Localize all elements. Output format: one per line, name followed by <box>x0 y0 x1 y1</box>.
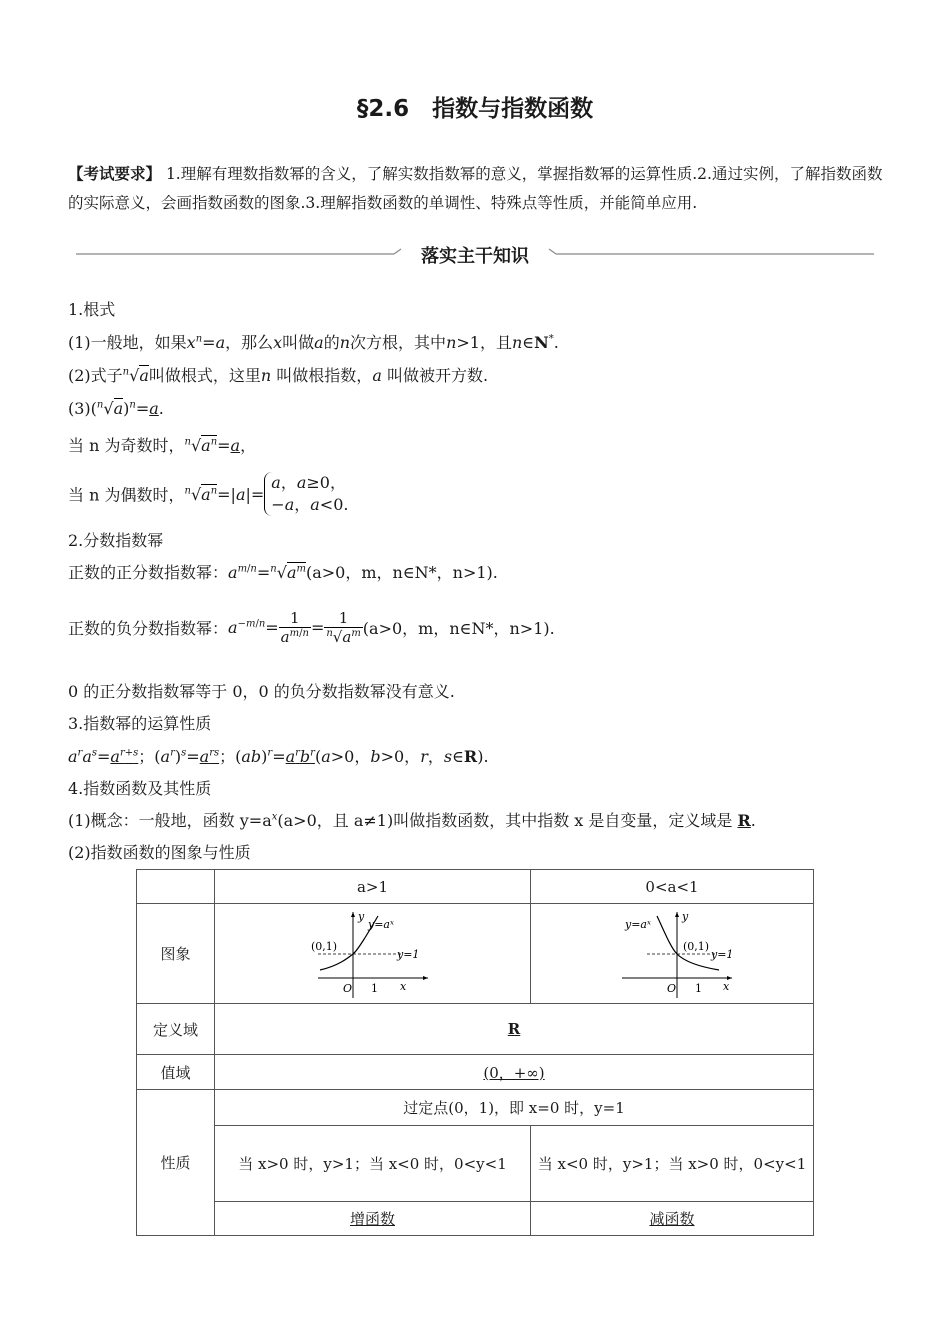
exam-requirements <box>68 160 888 218</box>
graph-increasing-cell <box>215 904 531 1004</box>
y1-label: y=1 <box>396 947 419 961</box>
power-rules: $a^ra^s=a^{r+s}$；$(a^r)^s=a^{rs}$；$(ab)^r=a^rb^r(a>0$，b>0，r，s∈R). <box>68 747 489 766</box>
tick-1-label: 1 <box>370 981 378 995</box>
requirements-text: 1.理解有理数指数幂的含义，了解实数指数幂的意义，掌握指数幂的运算性质.2.通过实例，了解指数函数的实际意义，会画指数函数的图象.3.理解指数函数的单调性、特殊点等性质，并能简单应用. <box>68 165 883 212</box>
function-label: y=aˣ <box>625 917 651 931</box>
graph-properties-heading: (2)指数函数的图象与性质 <box>68 843 251 862</box>
negative-fraction-power: 正数的负分数指数幂：$a^{-m/n}=$ $\frac{1}{a^{m/n}}$ = $\frac{1}{^n√a^m}$ (a>0，m，n∈N*，n>1). <box>68 609 555 646</box>
y-axis-label: y <box>682 909 689 923</box>
heading-power-rules: 3.指数幂的运算性质 <box>68 714 212 733</box>
tick-1-label: 1 <box>695 981 702 995</box>
graph-increasing <box>308 908 438 1000</box>
exponential-properties-table <box>136 869 814 1236</box>
origin-label: O <box>342 981 352 995</box>
heading-exponential-function: 4.指数函数及其性质 <box>68 779 212 798</box>
page-title: §2.6 指数与指数函数 <box>356 96 594 122</box>
heading-radical: 1.根式 <box>68 300 116 319</box>
row-label-domain: 定义域 <box>137 1004 215 1055</box>
property-decreasing: 当 x<0 时，y>1；当 x>0 时，0<y<1 <box>531 1126 814 1202</box>
graph-decreasing-cell <box>531 904 814 1004</box>
col-header-a-gt-1: a>1 <box>215 870 531 904</box>
odd-root: 当 n 为奇数时，$^n√a^n=a$， <box>68 436 257 455</box>
monotonic-decreasing: 减函数 <box>531 1202 814 1236</box>
y1-label: y=1 <box>711 947 734 961</box>
origin-label: O <box>667 981 677 995</box>
heading-fraction-power: 2.分数指数幂 <box>68 531 164 550</box>
row-label-graph: 图象 <box>137 904 215 1004</box>
y-axis-label: y <box>357 909 364 923</box>
row-label-properties: 性质 <box>137 1090 215 1236</box>
radical-definition: (1)一般地，如果$x^n=a$，那么x叫做a的n次方根，其中n>1，且n∈N*. <box>68 333 559 352</box>
col-header-a-lt-1: 0<a<1 <box>531 870 814 904</box>
x-axis-label: x <box>399 979 406 993</box>
requirements-tag: 【考试要求】 <box>68 165 162 183</box>
section-banner: 落实主干知识 <box>421 246 529 267</box>
range-value: (0，+∞) <box>215 1055 814 1090</box>
radical-expression: (2)式子$^n$√a叫做根式，这里n 叫做根指数，a 叫做被开方数. <box>68 366 489 385</box>
exponential-definition: (1)概念：一般地，函数 $y=a^x(a>0$，且 a≠1)叫做指数函数，其中指数 x 是自变量，定义域是 R. <box>68 811 756 830</box>
row-label-range: 值域 <box>137 1055 215 1090</box>
function-label: y=aˣ <box>367 917 394 931</box>
domain-value: R <box>215 1004 814 1055</box>
point-label: (0,1) <box>310 939 337 953</box>
graph-decreasing <box>607 908 737 1000</box>
property-increasing: 当 x>0 时，y>1；当 x<0 时，0<y<1 <box>215 1126 531 1202</box>
positive-fraction-power: 正数的正分数指数幂：$a^{m/n}=^n√a^m(a>0$，m，n∈N*，n>1). <box>68 563 498 582</box>
x-axis-label: x <box>723 979 730 993</box>
zero-power-note: 0 的正分数指数幂等于 0，0 的负分数指数幂没有意义. <box>68 682 455 701</box>
point-label: (0,1) <box>683 939 710 953</box>
fixed-point: 过定点(0，1)，即 x=0 时，y=1 <box>215 1090 814 1126</box>
table-corner <box>137 870 215 904</box>
even-root: 当 n 为偶数时，$^n√a^n=|a|=a$，a≥0， −a，a<0. <box>68 473 349 514</box>
monotonic-increasing: 增函数 <box>215 1202 531 1236</box>
radical-property-3: $(3)(^n√a)^n=a$. <box>68 399 164 418</box>
